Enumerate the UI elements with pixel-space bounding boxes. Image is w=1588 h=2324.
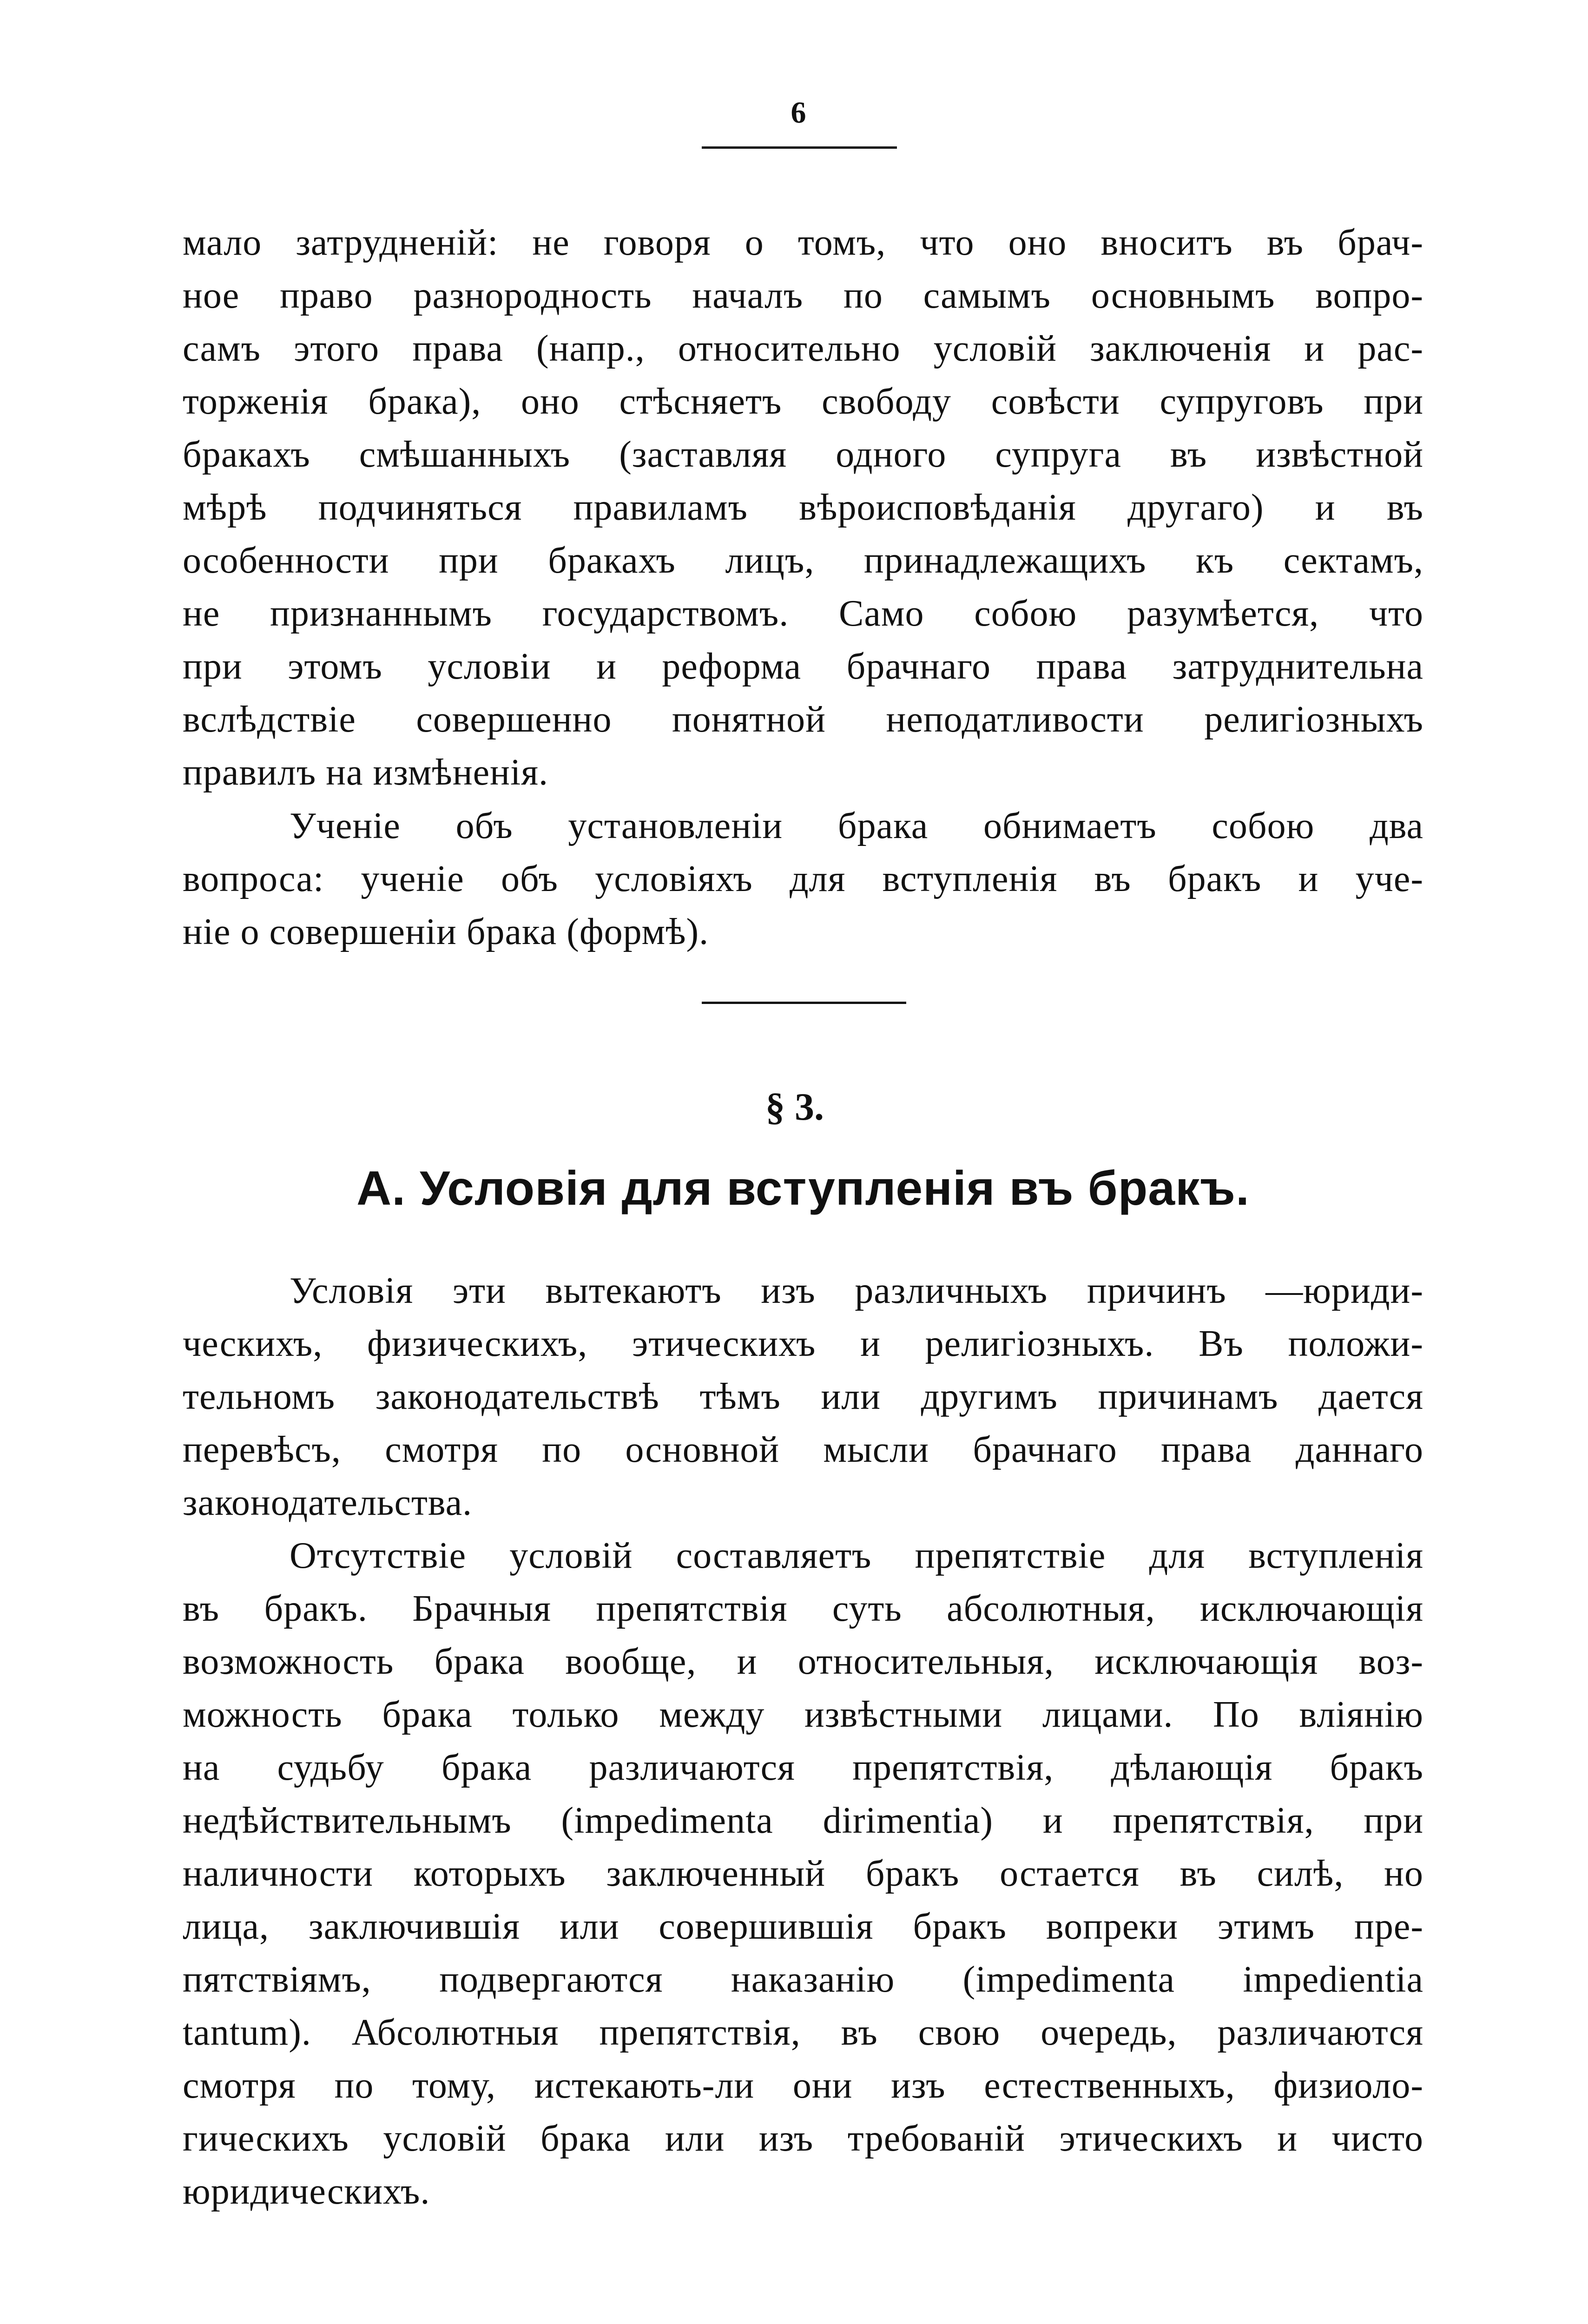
text-line: лица, заключившія или совершившія бракъ вопреки этимъ пре- [183,1906,1423,1947]
text-line: Условія эти вытекаютъ изъ различныхъ причинъ —юриди- [290,1270,1423,1311]
text-line: ніе о совершеніи брака (формѣ). [183,911,709,952]
text-line: мало затрудненій: не говоря о томъ, что оно вноситъ въ брач- [183,222,1423,263]
text-line: правилъ на измѣненія. [183,752,549,793]
text-line: можность брака только между извѣстными лицами. По вліянію [183,1694,1423,1735]
text-line: мѣрѣ подчиняться правиламъ вѣроисповѣданія другаго) и въ [183,487,1423,528]
text-line: на судьбу брака различаются препятствія, дѣлающія бракъ [183,1747,1423,1788]
text-line: гическихъ условій брака или изъ требованій этическихъ и чисто [183,2118,1423,2159]
text-line: пятствіямъ, подвергаются наказанію (impedimenta impedientia [183,1959,1423,2000]
text-line: перевѣсъ, смотря по основной мысли брачнаго права даннаго [183,1429,1423,1470]
text-line: въ бракъ. Брачныя препятствія суть абсолютныя, исключающія [183,1588,1423,1629]
paragraph-marriage-doctrine [183,799,1423,958]
text-line: ческихъ, физическихъ, этическихъ и религіозныхъ. Въ положи- [183,1323,1423,1364]
text-line: бракахъ смѣшанныхъ (заставляя одного супруга въ извѣстной [183,434,1423,475]
paragraph-conditions [183,1264,1423,1529]
text-line: юридическихъ. [183,2171,430,2212]
text-line: Отсутствіе условій составляетъ препятствіе для вступленія [290,1535,1423,1576]
text-line: не признаннымъ государствомъ. Само собою разумѣется, что [183,593,1423,634]
text-line: тельномъ законодательствѣ тѣмъ или другимъ причинамъ дается [183,1376,1423,1417]
text-line: законодательства. [183,1482,473,1523]
text-line: возможность брака вообще, и относительныя, исключающія воз- [183,1641,1423,1682]
paragraph-impediments [183,1529,1423,2218]
section-number: § 3. [765,1085,824,1129]
text-line: наличности которыхъ заключенный бракъ остается въ силѣ, но [183,1853,1423,1894]
text-line: самъ этого права (напр., относительно условій заключенія и рас- [183,328,1423,369]
paragraph-continuation [183,216,1423,799]
text-line: tantum). Абсолютныя препятствія, въ свою очередь, различаются [183,2012,1423,2053]
text-line: при этомъ условіи и реформа брачнаго права затруднительна [183,646,1423,687]
section-divider [702,1002,906,1004]
header-rule [702,146,897,149]
text-line: ное право разнородность началъ по самымъ основнымъ вопро- [183,275,1423,316]
section-title: А. Условія для вступленія въ бракъ. [356,1162,1250,1215]
text-line: недѣйствительнымъ (impedimenta dirimentia) и препятствія, при [183,1800,1423,1841]
text-line: вслѣдствіе совершенно понятной неподатливости религіозныхъ [183,699,1423,740]
text-line: особенности при бракахъ лицъ, принадлежащихъ къ сектамъ, [183,540,1423,581]
text-line: вопроса: ученіе объ условіяхъ для вступленія въ бракъ и уче- [183,858,1423,899]
text-line: смотря по тому, истекають-ли они изъ естественныхъ, физиоло- [183,2065,1423,2106]
text-line: Ученіе объ установленіи брака обнимаетъ собою два [290,805,1423,846]
page-number: 6 [791,96,806,130]
text-line: торженія брака), оно стѣсняетъ свободу совѣсти супруговъ при [183,381,1423,422]
